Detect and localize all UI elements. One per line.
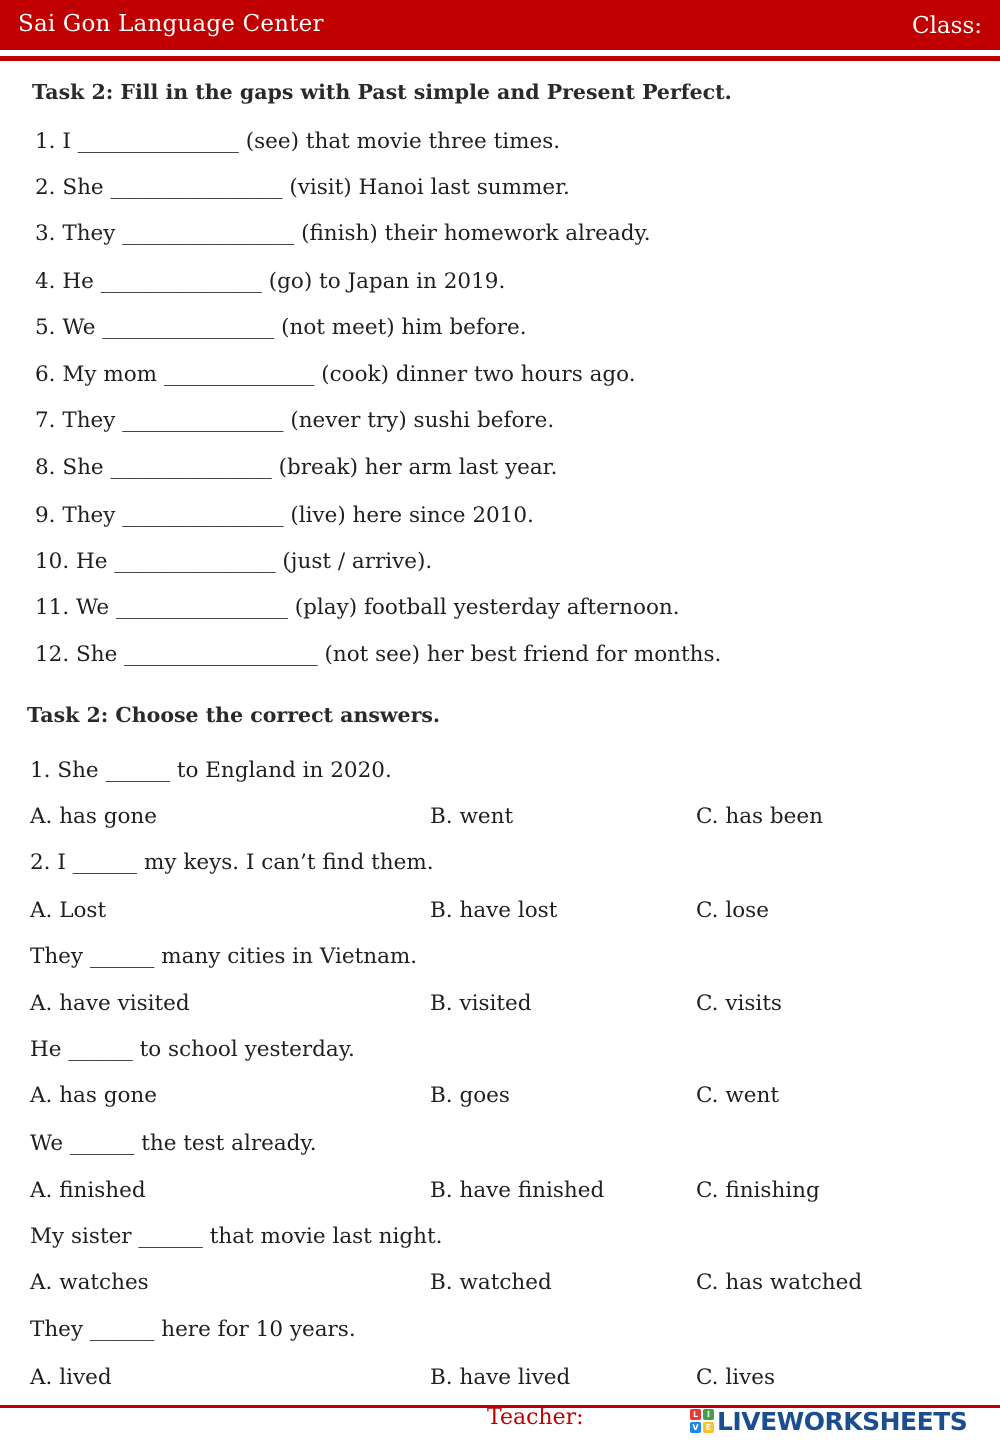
brand-grid-icon (690, 1409, 714, 1433)
fill-gap-item: 8. She _______________ (break) her arm last year. (35, 455, 558, 480)
option-c[interactable]: C. lives (696, 1365, 776, 1390)
fill-gap-item: 2. She ________________ (visit) Hanoi last summer. (35, 175, 570, 200)
brand-name: LIVEWORKSHEETS (717, 1406, 968, 1436)
brand-letter: V (690, 1422, 701, 1433)
option-a[interactable]: A. has gone (30, 804, 158, 829)
option-b[interactable]: B. visited (430, 991, 532, 1016)
fill-gap-item: 7. They _______________ (never try) sushi before. (35, 408, 555, 433)
class-label: Class: (911, 13, 982, 39)
option-a[interactable]: A. watches (30, 1270, 149, 1295)
question-text: We ______ the test already. (30, 1131, 317, 1156)
option-b[interactable]: B. have lived (430, 1365, 571, 1390)
fill-gap-item: 10. He _______________ (just / arrive). (35, 549, 433, 574)
option-c[interactable]: C. visits (696, 991, 782, 1016)
option-b[interactable]: B. have lost (430, 898, 558, 923)
option-b[interactable]: B. goes (430, 1083, 510, 1108)
question-text: My sister ______ that movie last night. (30, 1224, 443, 1249)
option-b[interactable]: B. went (430, 804, 514, 829)
fill-gap-item: 9. They _______________ (live) here since 2010. (35, 503, 534, 528)
option-a[interactable]: A. Lost (30, 898, 107, 923)
brand-letter: E (703, 1422, 714, 1433)
option-a[interactable]: A. have visited (30, 991, 190, 1016)
option-c[interactable]: C. lose (696, 898, 769, 923)
center-name: Sai Gon Language Center (18, 11, 324, 37)
task1-title: Task 2: Fill in the gaps with Past simple and Present Perfect. (32, 80, 732, 104)
question-text: They ______ many cities in Vietnam. (30, 944, 418, 969)
question-text: He ______ to school yesterday. (30, 1037, 355, 1062)
option-a[interactable]: A. has gone (30, 1083, 158, 1108)
option-a[interactable]: A. lived (30, 1365, 112, 1390)
teacher-label: Teacher: (487, 1405, 584, 1430)
fill-gap-item: 12. She __________________ (not see) her best friend for months. (35, 642, 722, 667)
brand-letter: L (690, 1409, 701, 1420)
option-c[interactable]: C. went (696, 1083, 779, 1108)
option-b[interactable]: B. watched (430, 1270, 552, 1295)
option-a[interactable]: A. finished (30, 1178, 146, 1203)
fill-gap-item: 1. I _______________ (see) that movie three times. (35, 129, 561, 154)
fill-gap-item: 4. He _______________ (go) to Japan in 2019. (35, 269, 506, 294)
option-c[interactable]: C. has watched (696, 1270, 863, 1295)
fill-gap-item: 6. My mom ______________ (cook) dinner two hours ago. (35, 362, 636, 387)
fill-gap-item: 5. We ________________ (not meet) him before. (35, 315, 527, 340)
option-c[interactable]: C. finishing (696, 1178, 820, 1203)
option-b[interactable]: B. have finished (430, 1178, 605, 1203)
liveworksheets-logo (690, 1404, 967, 1438)
task2-title: Task 2: Choose the correct answers. (27, 703, 441, 727)
question-text: 1. She ______ to England in 2020. (30, 758, 392, 783)
fill-gap-item: 11. We ________________ (play) football yesterday afternoon. (35, 595, 680, 620)
header-divider (0, 56, 1000, 61)
option-c[interactable]: C. has been (696, 804, 823, 829)
brand-letter: I (703, 1409, 714, 1420)
question-text: 2. I ______ my keys. I can’t find them. (30, 850, 434, 875)
header-bar (0, 0, 1000, 50)
question-text: They ______ here for 10 years. (30, 1317, 356, 1342)
fill-gap-item: 3. They ________________ (finish) their homework already. (35, 221, 651, 246)
